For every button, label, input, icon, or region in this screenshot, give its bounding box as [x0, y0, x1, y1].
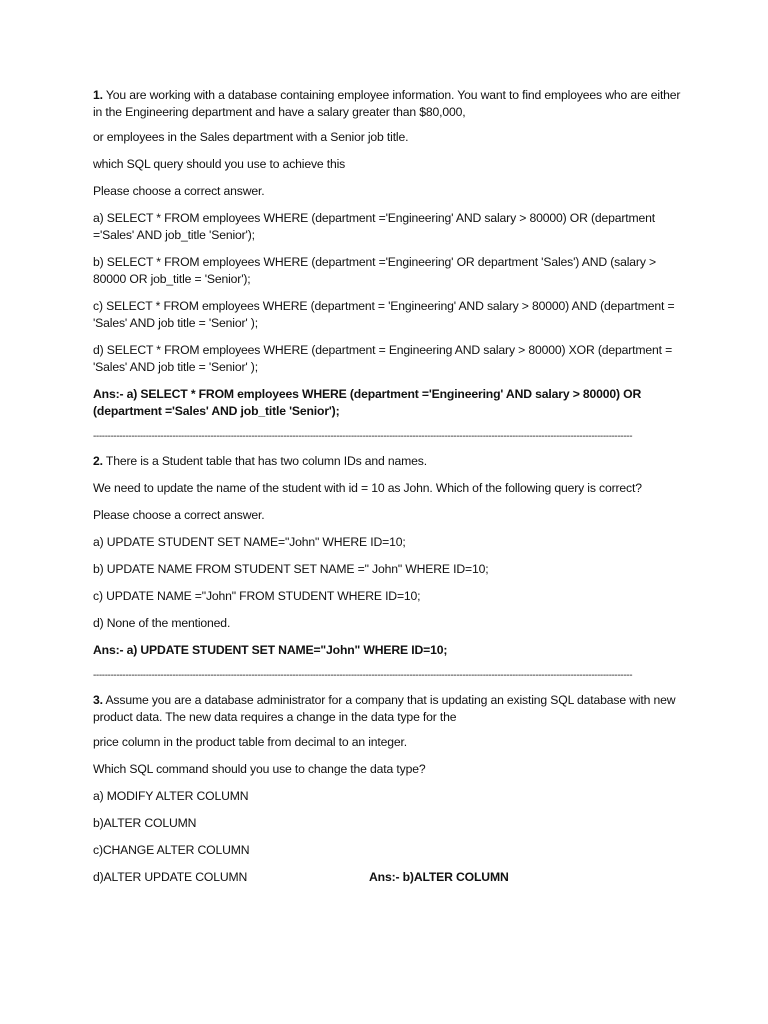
answer-option-c: c)CHANGE ALTER COLUMN — [93, 843, 250, 857]
correct-answer: Ans:- b)ALTER COLUMN — [369, 870, 509, 884]
answer-option-b: b)ALTER COLUMN — [93, 816, 197, 830]
question-text: You are working with a database containing employee information. You want to find employees who are either in the Engineering department and have a salary greater than $80,000, — [93, 88, 681, 119]
separator-line: ---------------------------------------------------------------------------------------------------------------------------------------------------------------------------------------- — [93, 670, 633, 681]
answer-option-c: c) SELECT * FROM employees WHERE (department = 'Engineering' AND salary > 80000) AND (department = 'Sales' AND job title = 'Senior' ); — [93, 299, 675, 330]
answer-option-a: a) SELECT * FROM employees WHERE (department ='Engineering' AND salary > 80000) OR (department ='Sales' AND job_title 'Senior'); — [93, 211, 656, 242]
answer-option-a: a) MODIFY ALTER COLUMN — [93, 789, 249, 803]
question-number: 2. — [93, 454, 103, 468]
question-text: Assume you are a database administrator for a company that is updating an existing SQL database with new product data. The new data requires a change in the data type for the — [93, 693, 676, 724]
question-number: 1. — [93, 88, 103, 102]
question-prompt: Please choose a correct answer. — [93, 508, 265, 522]
answer-row — [93, 869, 683, 886]
question-text: or employees in the Sales department with a Senior job title. — [93, 130, 409, 144]
answer-option-d: d) None of the mentioned. — [93, 616, 231, 630]
question-3 — [93, 692, 683, 886]
question-1 — [93, 87, 683, 420]
question-text: price column in the product table from decimal to an integer. — [93, 735, 407, 749]
correct-answer: Ans:- a) SELECT * FROM employees WHERE (department ='Engineering' AND salary > 80000) OR (department ='Sales' AND job_title 'Senior'); — [93, 387, 642, 418]
question-2 — [93, 453, 683, 659]
question-1-text — [93, 87, 683, 121]
question-2-text — [93, 453, 683, 470]
answer-option-a: a) UPDATE STUDENT SET NAME="John" WHERE ID=10; — [93, 535, 406, 549]
question-number: 3. — [93, 693, 103, 707]
question-text: There is a Student table that has two column IDs and names. — [105, 454, 427, 468]
document-content — [93, 87, 683, 896]
question-3-text — [93, 692, 683, 726]
question-text: We need to update the name of the student with id = 10 as John. Which of the following query is correct? — [93, 481, 642, 495]
answer-option-d: d)ALTER UPDATE COLUMN — [93, 870, 248, 884]
answer-option-b: b) SELECT * FROM employees WHERE (department ='Engineering' OR department 'Sales') AND (salary > 80000 OR job_title = 'Senior'); — [93, 255, 656, 286]
answer-option-d: d) SELECT * FROM employees WHERE (department = Engineering AND salary > 80000) XOR (department = 'Sales' AND job title = 'Senior' ); — [93, 343, 673, 374]
separator-line: ---------------------------------------------------------------------------------------------------------------------------------------------------------------------------------------- — [93, 431, 633, 442]
question-text: which SQL query should you use to achieve this — [93, 157, 346, 171]
question-prompt: Please choose a correct answer. — [93, 184, 265, 198]
answer-option-c: c) UPDATE NAME ="John" FROM STUDENT WHERE ID=10; — [93, 589, 421, 603]
answer-option-b: b) UPDATE NAME FROM STUDENT SET NAME =" John" WHERE ID=10; — [93, 562, 489, 576]
correct-answer: Ans:- a) UPDATE STUDENT SET NAME="John" WHERE ID=10; — [93, 643, 448, 657]
question-text: Which SQL command should you use to change the data type? — [93, 762, 426, 776]
